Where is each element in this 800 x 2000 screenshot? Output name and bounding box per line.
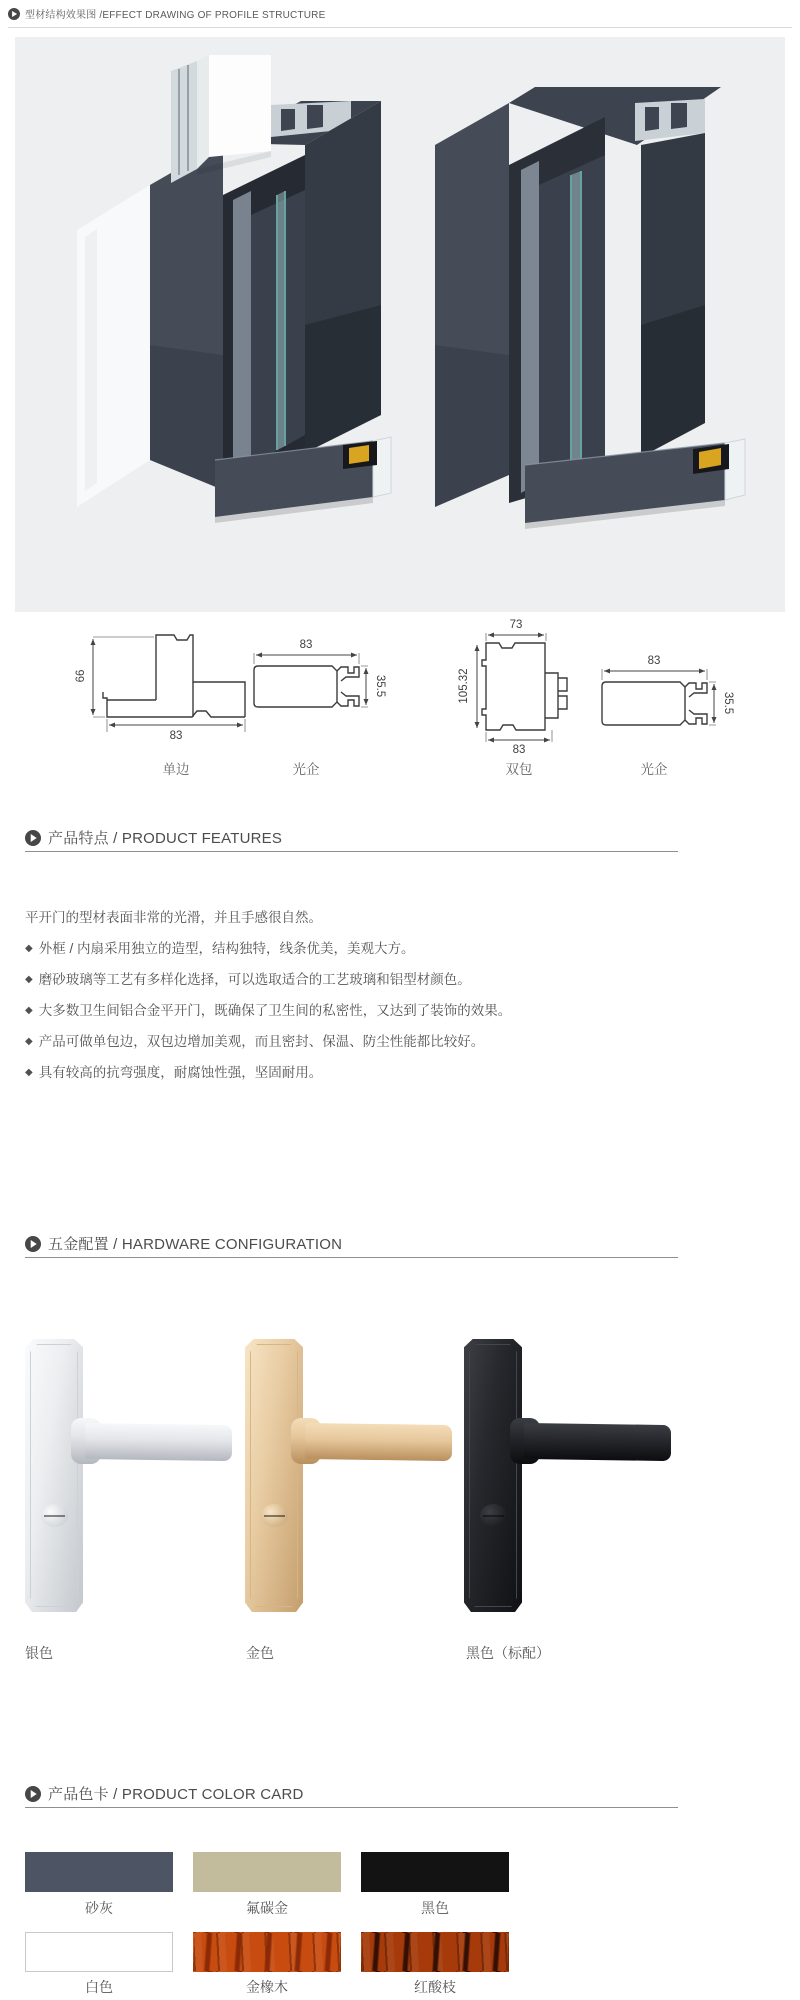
- drawing-label: 光企: [640, 762, 668, 777]
- profile-dimension-drawings: [40, 618, 760, 790]
- section-divider: [25, 1257, 678, 1258]
- top-header-divider: [8, 27, 792, 28]
- feature-item: ◆ 大多数卫生间铝合金平开门，既确保了卫生间的私密性，又达到了装饰的效果。: [25, 1000, 765, 1022]
- profile-render-right: [405, 45, 755, 595]
- glazing-gasket: [349, 445, 369, 464]
- feature-item: ◆ 磨砂玻璃等工艺有多样化选择，可以选取适合的工艺玻璃和铝型材颜色。: [25, 969, 765, 991]
- dim-text: 66: [75, 669, 87, 683]
- dim-text: 83: [512, 744, 526, 756]
- wall-box-front: [209, 55, 271, 157]
- diamond-bullet-icon: ◆: [25, 1005, 33, 1016]
- profile-render-left: [55, 45, 395, 595]
- color-swatch-red-rosewood: [361, 1932, 509, 1972]
- features-intro: 平开门的型材表面非常的光滑，并且手感很自然。: [25, 910, 322, 925]
- glass-pane: [571, 171, 581, 470]
- thumbturn-lock: [41, 1504, 68, 1527]
- thumbturn-lock: [261, 1504, 288, 1527]
- play-circle-icon: [25, 830, 41, 846]
- swatch-label: 白色: [85, 1979, 113, 1995]
- wall-box-side: [197, 55, 209, 169]
- handle-plate: [25, 1339, 83, 1612]
- handle-lever: [85, 1423, 232, 1461]
- play-circle-icon: [25, 1236, 41, 1252]
- handle-label: 银色: [25, 1645, 53, 1661]
- diamond-bullet-icon: ◆: [25, 1036, 33, 1047]
- swatch-label: 氟碳金: [246, 1900, 288, 1916]
- feature-item: ◆ 产品可做单包边，双包边增加美观，而且密封、保温、防尘性能都比较好。: [25, 1031, 765, 1053]
- color-swatch-fluorocarbon-gold: [193, 1852, 341, 1892]
- diamond-bullet-icon: ◆: [25, 974, 33, 985]
- drawing-danbian: [103, 635, 245, 717]
- color-swatch-black: [361, 1852, 509, 1892]
- dim-text: 83: [647, 655, 661, 667]
- door-handle-black: [464, 1339, 674, 1615]
- handle-plate: [245, 1339, 303, 1612]
- section-header-hardware: [25, 1233, 342, 1254]
- top-header-title: 型材结构效果图 /EFFECT DRAWING OF PROFILE STRUCTURE: [25, 10, 326, 21]
- drawing-guangqi-1: [254, 666, 359, 707]
- color-swatch-sand-gray: [25, 1852, 173, 1892]
- drawing-shuangbao: [482, 643, 567, 730]
- thumbturn-lock: [480, 1504, 507, 1527]
- color-swatch-white: [25, 1932, 173, 1972]
- handle-label: 黑色（标配）: [466, 1645, 550, 1661]
- color-swatch-gold-oak: [193, 1932, 341, 1972]
- section-header-color-card: [25, 1783, 304, 1804]
- section-divider: [25, 1807, 678, 1808]
- play-circle-icon: [25, 1786, 41, 1802]
- drawing-label: 光企: [292, 762, 320, 777]
- handle-lever: [305, 1423, 452, 1461]
- feature-item: ◆ 具有较高的抗弯强度，耐腐蚀性强，坚固耐用。: [25, 1062, 765, 1084]
- section-header-features: [25, 827, 282, 848]
- swatch-label: 红酸枝: [414, 1979, 456, 1995]
- door-handle-gold: [245, 1339, 455, 1615]
- section-title: 五金配置 / HARDWARE CONFIGURATION: [48, 1236, 343, 1253]
- dim-text: 35.5: [722, 691, 734, 715]
- dim-text: 83: [299, 639, 313, 651]
- section-title: 产品特点 / PRODUCT FEATURES: [48, 830, 283, 847]
- drawing-label: 单边: [162, 762, 190, 777]
- section-divider: [25, 851, 678, 852]
- swatch-label: 金橡木: [246, 1979, 288, 1995]
- dim-text: 105.32: [458, 668, 470, 704]
- door-handle-silver: [25, 1339, 235, 1615]
- glass-pane: [277, 191, 285, 450]
- diamond-bullet-icon: ◆: [25, 1067, 33, 1078]
- handle-plate: [464, 1339, 522, 1612]
- feature-item: ◆ 外框 / 内扇采用独立的造型，结构独特，线条优美，美观大方。: [25, 938, 765, 960]
- swatch-label: 砂灰: [85, 1900, 113, 1916]
- features-list: [25, 907, 765, 1093]
- profile-render-panel: [15, 37, 785, 612]
- page-top-header: [8, 6, 325, 21]
- handle-label: 金色: [246, 1645, 274, 1661]
- swatch-label: 黑色: [421, 1900, 449, 1916]
- section-title: 产品色卡 / PRODUCT COLOR CARD: [48, 1786, 304, 1803]
- dim-text: 35.5: [374, 674, 386, 698]
- dim-text: 83: [169, 730, 183, 742]
- diamond-bullet-icon: ◆: [25, 943, 33, 954]
- drawing-label: 双包: [505, 762, 533, 777]
- dim-text: 73: [509, 619, 523, 631]
- handle-lever: [524, 1423, 671, 1461]
- play-circle-icon: [8, 8, 20, 20]
- drawing-guangqi-2: [602, 682, 707, 725]
